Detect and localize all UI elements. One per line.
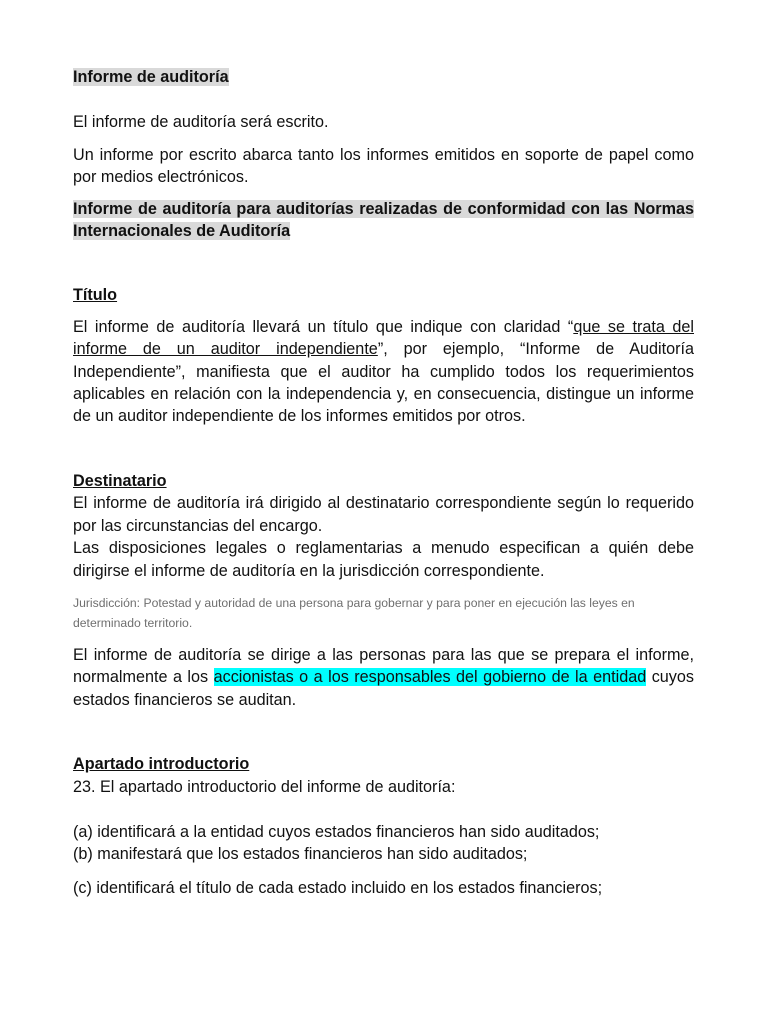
paragraph-destinatario-2: Las disposiciones legales o reglamentarias a menudo especifican a quién debe dirigirse el informe de auditoría en la jurisdicción correspondiente. bbox=[73, 539, 694, 580]
titulo-text-post: ”, por ejemplo, “Informe de Auditoría Independiente”, manifiesta que el auditor ha cumplido todos los requerimientos aplicables en relación con la independencia y, en consecuencia, distingue un informe de un auditor independiente de los informes emitidos por otros. bbox=[73, 340, 694, 426]
heading-nia-text: Informe de auditoría para auditorías realizadas de conformidad con las Normas Internacionales de Auditoría bbox=[73, 199, 694, 241]
footnote-jurisdiccion: Jurisdicción: Potestad y autoridad de una persona para gobernar y para poner en ejecución las leyes en determinado territorio. bbox=[73, 595, 635, 631]
section-heading-titulo: Título bbox=[73, 286, 118, 305]
dirige-text-highlighted: accionistas o a los responsables del gobierno de la entidad bbox=[213, 668, 647, 687]
dirige-text-pre: El informe de auditoría se dirige a las personas para las que se prepara el informe, normalmente a los bbox=[73, 645, 694, 687]
list-item-c: (c) identificará el título de cada estado incluido en los estados financieros; bbox=[73, 878, 603, 897]
document-page bbox=[73, 66, 694, 899]
dirige-text-post: cuyos estados financieros se auditan. bbox=[73, 668, 694, 709]
paragraph-abarca: Un informe por escrito abarca tanto los informes emitidos en soporte de papel como por medios electrónicos. bbox=[73, 145, 694, 187]
paragraph-titulo bbox=[73, 316, 694, 428]
titulo-text-underlined: que se trata del informe de un auditor independiente bbox=[73, 317, 694, 359]
paragraph-23: 23. El apartado introductorio del informe de auditoría: bbox=[73, 777, 456, 796]
paragraph-destinatario-1: El informe de auditoría irá dirigido al destinatario correspondiente según lo requerido por las circunstancias del encargo. bbox=[73, 494, 694, 535]
section-heading-apartado: Apartado introductorio bbox=[73, 755, 250, 774]
section-heading-nia bbox=[73, 198, 694, 243]
section-heading-destinatario: Destinatario bbox=[73, 471, 167, 490]
heading-informe-text: Informe de auditoría bbox=[73, 68, 229, 86]
paragraph-escrito: El informe de auditoría será escrito. bbox=[73, 113, 329, 132]
section-heading-informe bbox=[73, 66, 694, 88]
titulo-text-pre: El informe de auditoría llevará un título que indique con claridad “ bbox=[73, 317, 574, 336]
list-item-b: (b) manifestará que los estados financieros han sido auditados; bbox=[73, 845, 528, 864]
list-item-a: (a) identificará a la entidad cuyos estados financieros han sido auditados; bbox=[73, 822, 600, 841]
paragraph-dirige bbox=[73, 644, 694, 711]
